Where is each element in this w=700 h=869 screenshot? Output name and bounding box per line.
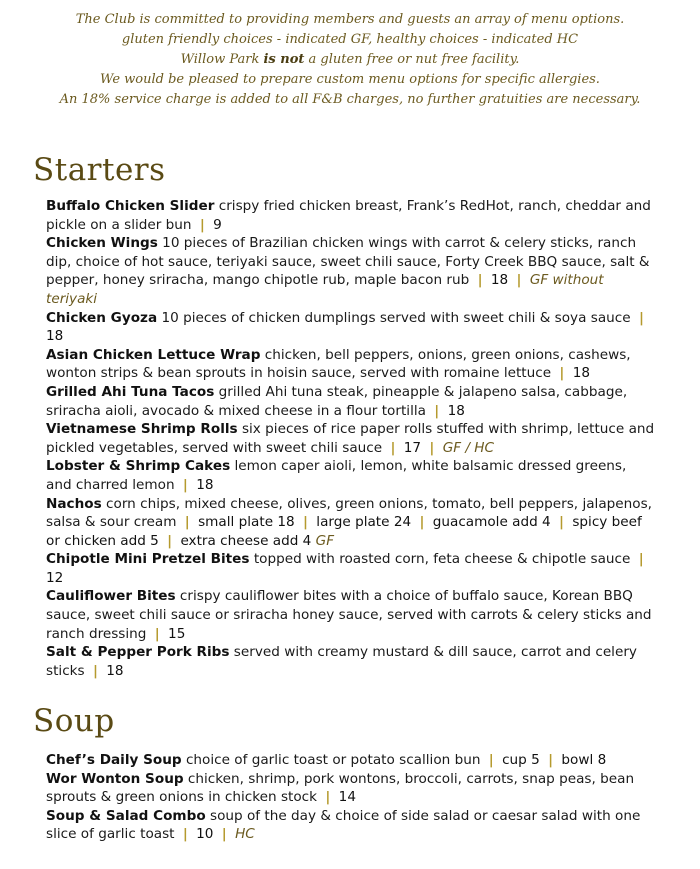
menu-item-price: 17	[403, 439, 422, 456]
menu-item-price: 18	[46, 328, 64, 345]
soup-list	[46, 751, 656, 844]
menu-item	[46, 770, 656, 807]
price-separator: |	[516, 272, 522, 289]
dietary-note: HC	[235, 826, 255, 843]
menu-item-option: bowl 8	[561, 752, 607, 768]
menu-item	[46, 309, 656, 346]
menu-item-price: 12	[46, 569, 64, 586]
menu-item	[46, 383, 656, 420]
price-separator: |	[488, 752, 494, 768]
intro-emphasis: is not	[263, 52, 305, 67]
price-separator: |	[182, 476, 188, 493]
menu-item-price: 9	[213, 216, 222, 233]
menu-item-name: Asian Chicken Lettuce Wrap	[46, 346, 261, 363]
price-separator: |	[548, 752, 554, 768]
section-title-starters: Starters	[33, 152, 166, 188]
menu-item-name: Nachos	[46, 495, 102, 512]
menu-item-description: topped with roasted corn, feta cheese & chipotle sauce	[249, 551, 631, 568]
menu-item-option: guacamole add 4	[432, 514, 551, 531]
menu-item-description: soup of the day & choice of side salad or caesar salad with one slice of garlic toast	[46, 807, 641, 843]
dietary-note: GF / HC	[442, 439, 494, 456]
intro-line: We would be pleased to prepare custom menu options for specific allergies.	[100, 72, 600, 87]
menu-item-price: 15	[168, 625, 186, 642]
menu-item-description: chicken, shrimp, pork wontons, broccoli, carrots, snap peas, bean sprouts & green onions in chicken stock	[46, 770, 635, 806]
menu-item-description: crispy fried chicken breast, Frank’s RedHot, ranch, cheddar and pickle on a slider bun	[46, 198, 651, 233]
menu-item-name: Lobster & Shrimp Cakes	[46, 458, 231, 475]
menu-item-description: served with creamy mustard & dill sauce, carrot and celery sticks	[46, 644, 637, 679]
starters-list	[46, 197, 656, 680]
price-separator: |	[154, 625, 160, 642]
menu-item-price: 10	[196, 826, 214, 843]
menu-item	[46, 751, 656, 770]
menu-item-option: large plate 24	[316, 514, 412, 531]
intro-line	[0, 50, 700, 70]
price-separator: |	[92, 662, 98, 679]
price-separator: |	[303, 514, 308, 531]
menu-item-price: 18	[447, 402, 465, 419]
price-separator: |	[559, 365, 565, 382]
menu-item	[46, 587, 656, 643]
menu-item-price: 18	[106, 662, 124, 679]
menu-item-name: Chipotle Mini Pretzel Bites	[46, 551, 250, 568]
menu-item-option: small plate 18	[198, 514, 295, 531]
menu-item	[46, 234, 656, 308]
menu-item-name: Chicken Wings	[46, 235, 158, 252]
dietary-note: GF	[315, 532, 335, 549]
intro-notice	[0, 10, 700, 110]
menu-item-price: 14	[338, 789, 356, 806]
price-separator: |	[434, 402, 440, 419]
menu-item-description: crispy cauliflower bites with a choice of buffalo sauce, Korean BBQ sauce, sweet chili sauce or sriracha honey sauce, served with carrots & celery sticks and ranch dressing	[46, 588, 652, 642]
price-separator: |	[477, 272, 483, 289]
intro-line: An 18% service charge is added to all F&B charges, no further gratuities are necessary.	[59, 92, 641, 107]
menu-item	[46, 346, 656, 383]
menu-item-name: Soup & Salad Combo	[46, 807, 206, 824]
menu-item-name: Buffalo Chicken Slider	[46, 198, 215, 214]
menu-item-name: Vietnamese Shrimp Rolls	[46, 421, 238, 438]
menu-item-name: Chicken Gyoza	[46, 309, 158, 326]
price-separator: |	[221, 826, 227, 843]
price-separator: |	[638, 309, 644, 326]
intro-text: a gluten free or nut free facility.	[304, 52, 520, 67]
menu-item-description: 10 pieces of chicken dumplings served with sweet chili & soya sauce	[157, 309, 631, 326]
menu-item-option: spicy beef or chicken add 5	[46, 514, 642, 549]
menu-item	[46, 420, 656, 457]
menu-item-description: lemon caper aioli, lemon, white balsamic dressed greens, and charred lemon	[46, 458, 627, 493]
menu-item	[46, 457, 656, 494]
menu-item-name: Wor Wonton Soup	[46, 770, 184, 787]
intro-line: gluten friendly choices - indicated GF, healthy choices - indicated HC	[121, 32, 579, 47]
menu-item-name: Chef’s Daily Soup	[46, 752, 182, 768]
menu-item-price: 18	[196, 476, 214, 493]
menu-item	[46, 495, 656, 551]
section-title-soup: Soup	[33, 703, 115, 739]
price-separator: |	[390, 439, 396, 456]
menu-item-description: chicken, bell peppers, onions, green onions, cashews, wonton strips & bean sprouts in hoisin sauce, served with romaine lettuce	[46, 346, 631, 382]
intro-text: Willow Park	[180, 52, 264, 67]
price-separator: |	[182, 826, 188, 843]
menu-item	[46, 807, 656, 844]
price-separator: |	[184, 514, 190, 531]
menu-item-name: Salt & Pepper Pork Ribs	[46, 644, 230, 661]
menu-item-description: corn chips, mixed cheese, olives, green onions, tomato, bell peppers, jalapenos, salsa & sour cream	[46, 495, 652, 531]
menu-item	[46, 550, 656, 587]
menu-item-name: Grilled Ahi Tuna Tacos	[46, 383, 215, 400]
price-separator: |	[419, 514, 425, 531]
menu-item-description: choice of garlic toast or potato scallion bun	[181, 752, 481, 768]
menu-item-description: six pieces of rice paper rolls stuffed with shrimp, lettuce and pickled vegetables, served with sweet chili sauce	[46, 421, 655, 456]
menu-item	[46, 643, 656, 680]
price-separator: |	[559, 514, 565, 531]
price-separator: |	[429, 439, 435, 456]
menu-item-option: cup 5	[502, 752, 540, 768]
menu-item-name: Cauliflower Bites	[46, 588, 176, 605]
menu-item-price: 18	[490, 272, 509, 289]
menu-item-description: 10 pieces of Brazilian chicken wings with carrot & celery sticks, ranch dip, choice of hot sauce, teriyaki sauce, sweet chili sauce, Forty Creek BBQ sauce, salt & pepper, honey sriracha, mango chipotle rub, maple bacon rub	[46, 235, 650, 289]
price-separator: |	[199, 216, 205, 233]
menu-item	[46, 197, 656, 234]
menu-item-option: extra cheese add 4	[180, 532, 312, 549]
price-separator: |	[638, 551, 644, 568]
menu-item-price: 18	[572, 365, 591, 382]
price-separator: |	[167, 532, 173, 549]
price-separator: |	[325, 789, 331, 806]
menu-item-description: grilled Ahi tuna steak, pineapple & jalapeno salsa, cabbage, sriracha aioli, avocado & mixed cheese in a flour tortilla	[46, 383, 628, 419]
dietary-note: GF without teriyaki	[46, 272, 604, 307]
intro-line: The Club is committed to providing members and guests an array of menu options.	[75, 12, 625, 27]
